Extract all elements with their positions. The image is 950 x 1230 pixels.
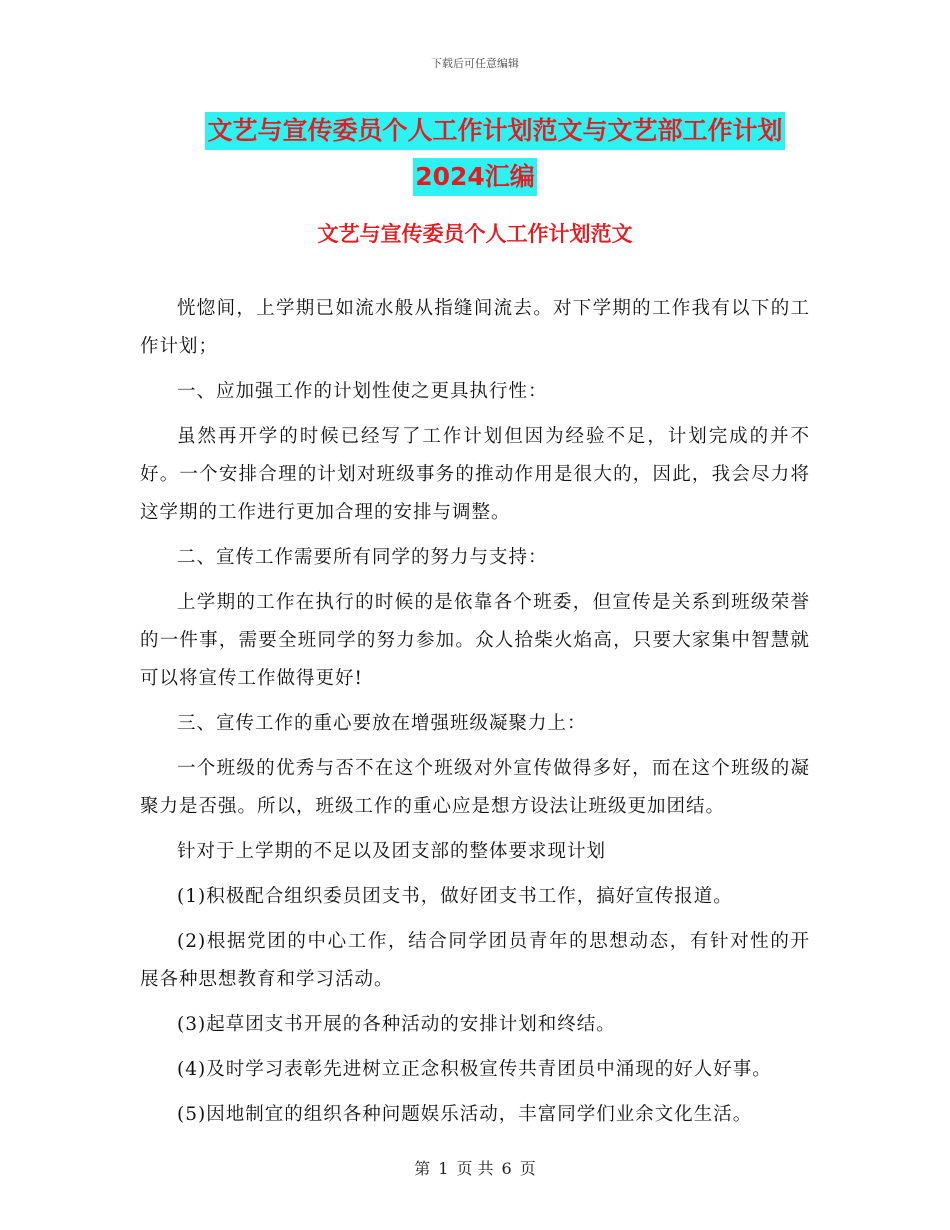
page-footer [0, 1156, 950, 1179]
list-item: (3)起草团支书开展的各种活动的安排计划和终结。 [177, 1014, 616, 1035]
footer-suffix: 页 [519, 1159, 536, 1178]
paragraph: 一个班级的优秀与否不在这个班级对外宣传做得多好，而在这个班级的凝聚力是否强。所以，班级工作的重心应是想方设法让班级更加团结。 [140, 758, 810, 817]
list-item: (1)积极配合组织委员团支书，做好团支书工作，搞好宣传报道。 [177, 886, 733, 907]
header-note: 下载后可任意编辑 [431, 57, 519, 70]
section-heading: 三、宣传工作的重心要放在增强班级凝聚力上： [177, 713, 587, 734]
title-line-1: 文艺与宣传委员个人工作计划范文与文艺部工作计划 [205, 112, 784, 150]
section-heading: 二、宣传工作需要所有同学的努力与支持： [177, 547, 548, 568]
footer-prefix: 第 [414, 1159, 431, 1178]
total-pages: 6 [501, 1159, 512, 1178]
paragraph: 恍惚间，上学期已如流水般从指缝间流去。对下学期的工作我有以下的工作计划； [140, 298, 810, 357]
page-number: 1 [438, 1159, 449, 1178]
section-title: 文艺与宣传委员个人工作计划范文 [317, 222, 633, 246]
list-item: (2)根据党团的中心工作，结合同学团员青年的思想动态，有针对性的开展各种思想教育和学习活动。 [140, 931, 810, 990]
document-body [140, 290, 810, 1141]
title-line-2: 2024汇编 [413, 158, 537, 196]
section-heading: 一、应加强工作的计划性使之更具执行性： [177, 381, 548, 402]
paragraph: 虽然再开学的时候已经写了工作计划但因为经验不足，计划完成的并不好。一个安排合理的计划对班级事务的推动作用是很大的，因此，我会尽力将这学期的工作进行更加合理的安排与调整。 [140, 426, 810, 523]
paragraph: 上学期的工作在执行的时候的是依靠各个班委，但宣传是关系到班级荣誉的一件事，需要全班同学的努力参加。众人拾柴火焰高，只要大家集中智慧就可以将宣传工作做得更好! [140, 592, 810, 689]
list-item: (4)及时学习表彰先进树立正念积极宣传共青团员中涌现的好人好事。 [177, 1059, 772, 1080]
list-item: (5)因地制宜的组织各种问题娱乐活动，丰富同学们业余文化生活。 [177, 1104, 753, 1125]
footer-mid: 页 共 [456, 1159, 494, 1178]
document-title [0, 112, 950, 196]
paragraph: 针对于上学期的不足以及团支部的整体要求现计划 [177, 841, 607, 862]
